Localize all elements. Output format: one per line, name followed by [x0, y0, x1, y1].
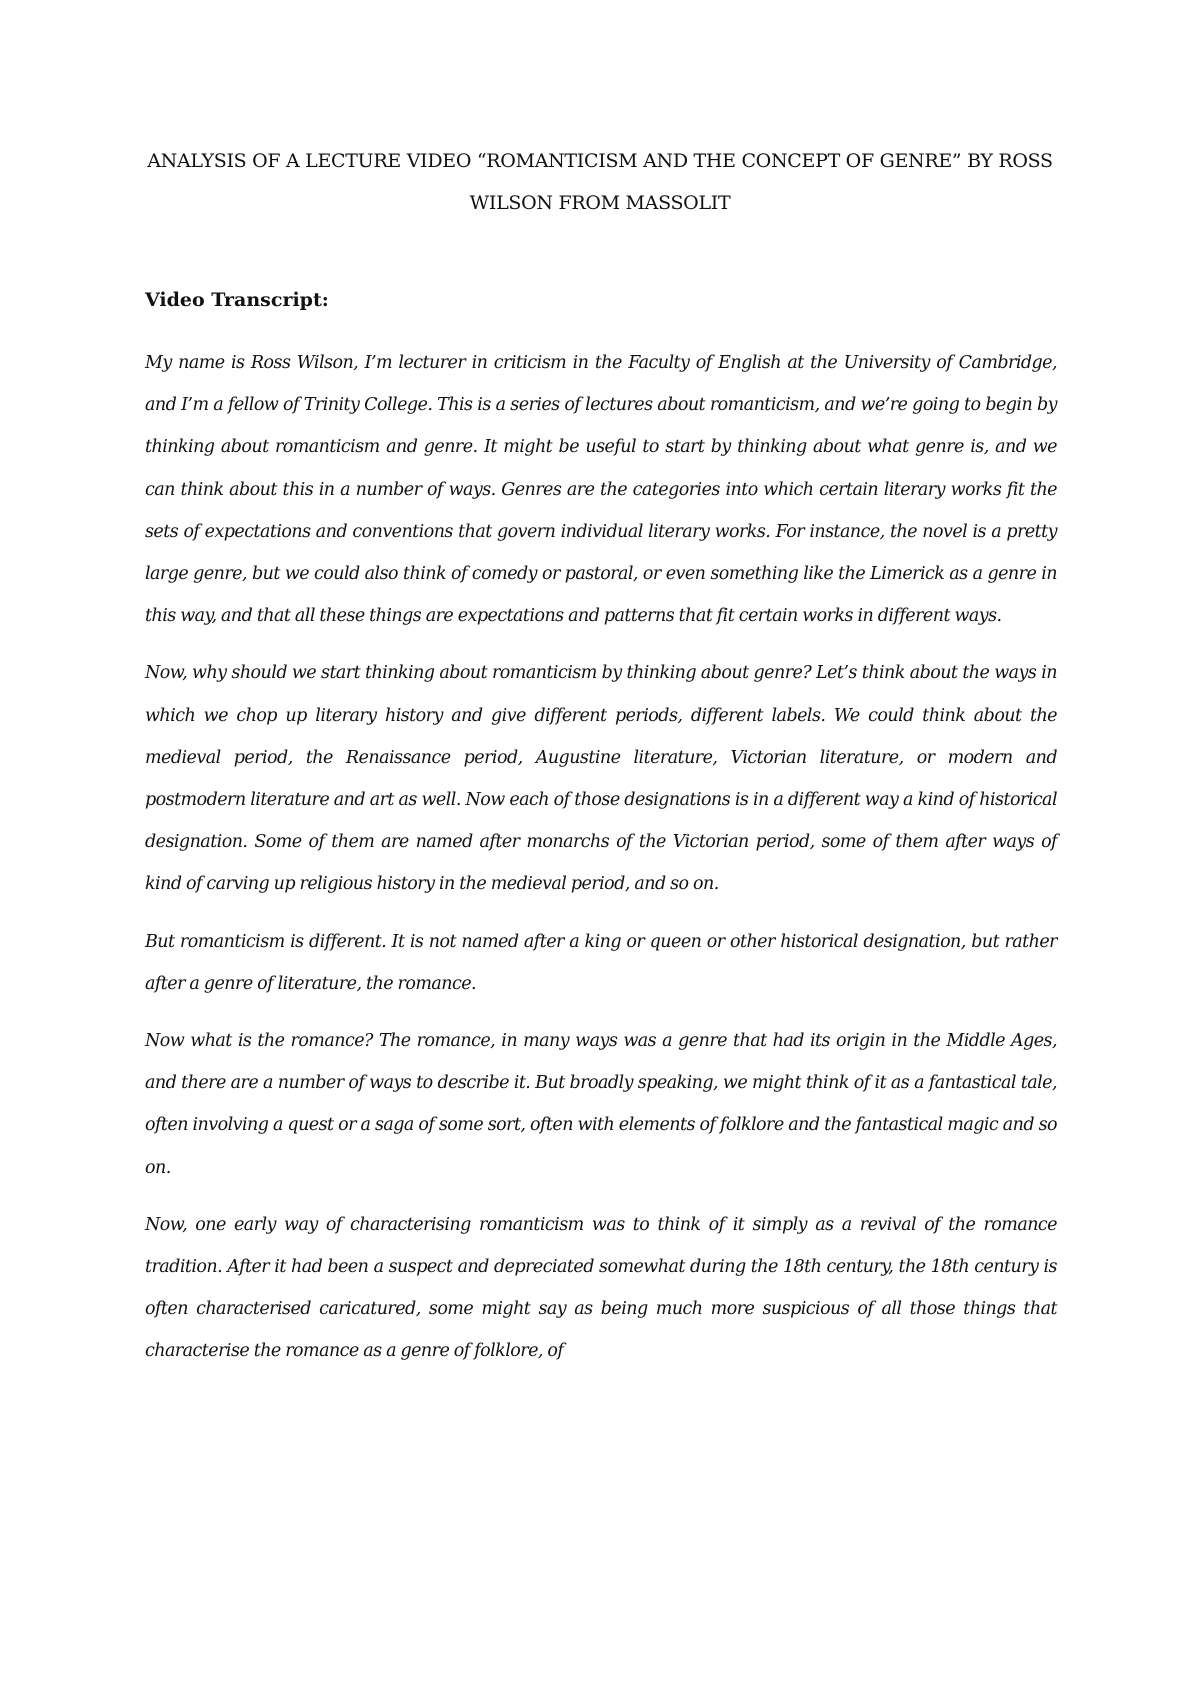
transcript-paragraph: My name is Ross Wilson, I’m lecturer in criticism in the Faculty of English at the University of Cambridge, and I’m a fellow of Trinity College. This is a series of lectures about romanticism, and we’re going to begin by thinking about romanticism and genre. It might be useful to start by thinking about what genre is, and we can think about this in a number of ways. Genres are the categories into which certain literary works fit the sets of expectations and conventions that govern individual literary works. For instance, the novel is a pretty large genre, but we could also think of comedy or pastoral, or even something like the Limerick as a genre in this way, and that all these things are expectations and patterns that fit certain works in different ways. [145, 353, 1057, 627]
transcript-paragraph: But romanticism is different. It is not named after a king or queen or other historical designation, but rather after a genre of literature, the romance. [145, 931, 1057, 994]
section-heading: Video Transcript: [145, 289, 329, 311]
document-title: ANALYSIS OF A LECTURE VIDEO “ROMANTICISM AND THE CONCEPT OF GENRE” BY ROSS WILSON FROM MASSOLIT [147, 150, 1053, 214]
transcript-body [145, 342, 1057, 1388]
transcript-paragraph: Now, one early way of characterising romanticism was to think of it simply as a revival of the romance tradition. After it had been a suspect and depreciated somewhat during the 18th century, the 18th century is often characterised caricatured, some might say as being much more suspicious of all those things that characterise the romance as a genre of folklore, of [145, 1214, 1057, 1362]
transcript-paragraph: Now, why should we start thinking about romanticism by thinking about genre? Let’s think about the ways in which we chop up literary history and give different periods, different labels. We could think about the medieval period, the Renaissance period, Augustine literature, Victorian literature, or modern and postmodern literature and art as well. Now each of those designations is in a different way a kind of historical designation. Some of them are named after monarchs of the Victorian period, some of them after ways of kind of carving up religious history in the medieval period, and so on. [145, 663, 1057, 895]
transcript-paragraph: Now what is the romance? The romance, in many ways was a genre that had its origin in the Middle Ages, and there are a number of ways to describe it. But broadly speaking, we might think of it as a fantastical tale, often involving a quest or a saga of some sort, often with elements of folklore and the fantastical magic and so on. [145, 1031, 1057, 1178]
